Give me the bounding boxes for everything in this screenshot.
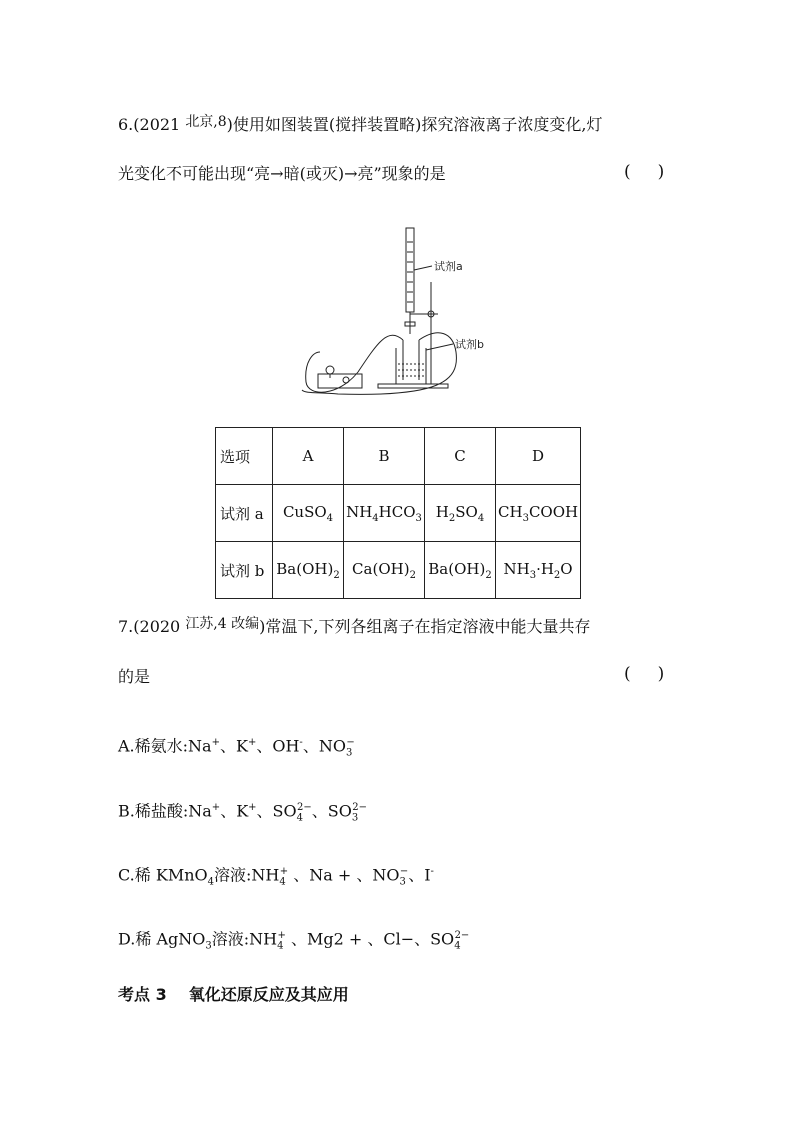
q7-stem-part2: 的是 [118,667,151,686]
q7-line2 [118,667,150,687]
q6-number: 6.(2021 [118,115,186,134]
fig-label-a: 试剂a [434,260,463,273]
section-label: 考点 3 [118,985,167,1004]
table-cell: B [344,428,425,485]
table-cell: $Ca(OH)_2$ [344,542,425,599]
table-cell: D [496,428,581,485]
q6-line1 [118,115,603,136]
section-title: 氧化还原反应及其应用 [188,985,349,1004]
table-cell: $NH_4HCO_3$ [344,485,425,542]
q7-answer-paren: ( ) [624,664,665,684]
q7-option-b: B.稀盐酸:Na+、K+、$SO_4^{2-}$、$SO_3^{2-}$ [118,801,367,824]
table-row-reagent-b [216,542,581,599]
q6-answer-paren: ( ) [624,162,665,182]
option-c-prefix: C.稀 [118,865,156,885]
option-d-mid: 溶液: [211,929,250,949]
q7-number: 7.(2020 [118,617,186,636]
table-cell: A [273,428,344,485]
table-cell: C [425,428,496,485]
section-heading [118,982,349,1005]
table-cell: $NH_3\cdot H_2O$ [496,542,581,599]
table-cell: CuSO$_4$ [273,485,344,542]
apparatus-figure [298,222,498,402]
q6-line2 [118,164,446,184]
table-cell: 选项 [216,428,273,485]
q6-stem-part1: )使用如图装置(搅拌装置略)探究溶液离子浓度变化,灯 [226,115,603,134]
q6-options-table [215,427,581,599]
q7-source: 江苏,4 改编 [185,616,260,632]
table-cell: $Ba(OH)_2$ [273,542,344,599]
table-cell: $CH_3COOH$ [496,485,581,542]
q7-stem-part1: )常温下,下列各组离子在指定溶液中能大量共存 [259,617,591,636]
option-a-prefix: A.稀氨水: [118,736,189,756]
q6-source: 北京,8 [185,114,227,130]
q7-option-d: D.稀 AgNO$_3$溶液$:NH_4^+$ 、Mg2 + 、Cl−、$SO_4^{2-}$ [118,929,470,952]
option-b-prefix: B.稀盐酸: [118,801,189,821]
q7-option-a: A.稀氨水:Na+、K+、OH-、$NO_3^-$ [118,736,355,759]
fig-label-b: 试剂b [455,338,484,351]
table-row-header [216,428,581,485]
table-cell: 试剂 a [216,485,273,542]
q6-stem-part2: 光变化不可能出现“亮→暗(或灭)→亮”现象的是 [118,164,446,183]
q7-line1 [118,617,590,638]
table-cell: $Ba(OH)_2$ [425,542,496,599]
table-row-reagent-a [216,485,581,542]
option-c-mid: 溶液: [214,865,252,885]
option-d-prefix: D.稀 [118,929,157,949]
table-cell: 试剂 b [216,542,273,599]
q7-option-c: C.稀 KMnO$_4$溶液$:NH_4^+$ 、Na + 、$NO_3^-$、I- [118,865,434,888]
table-cell: $H_2SO_4$ [425,485,496,542]
